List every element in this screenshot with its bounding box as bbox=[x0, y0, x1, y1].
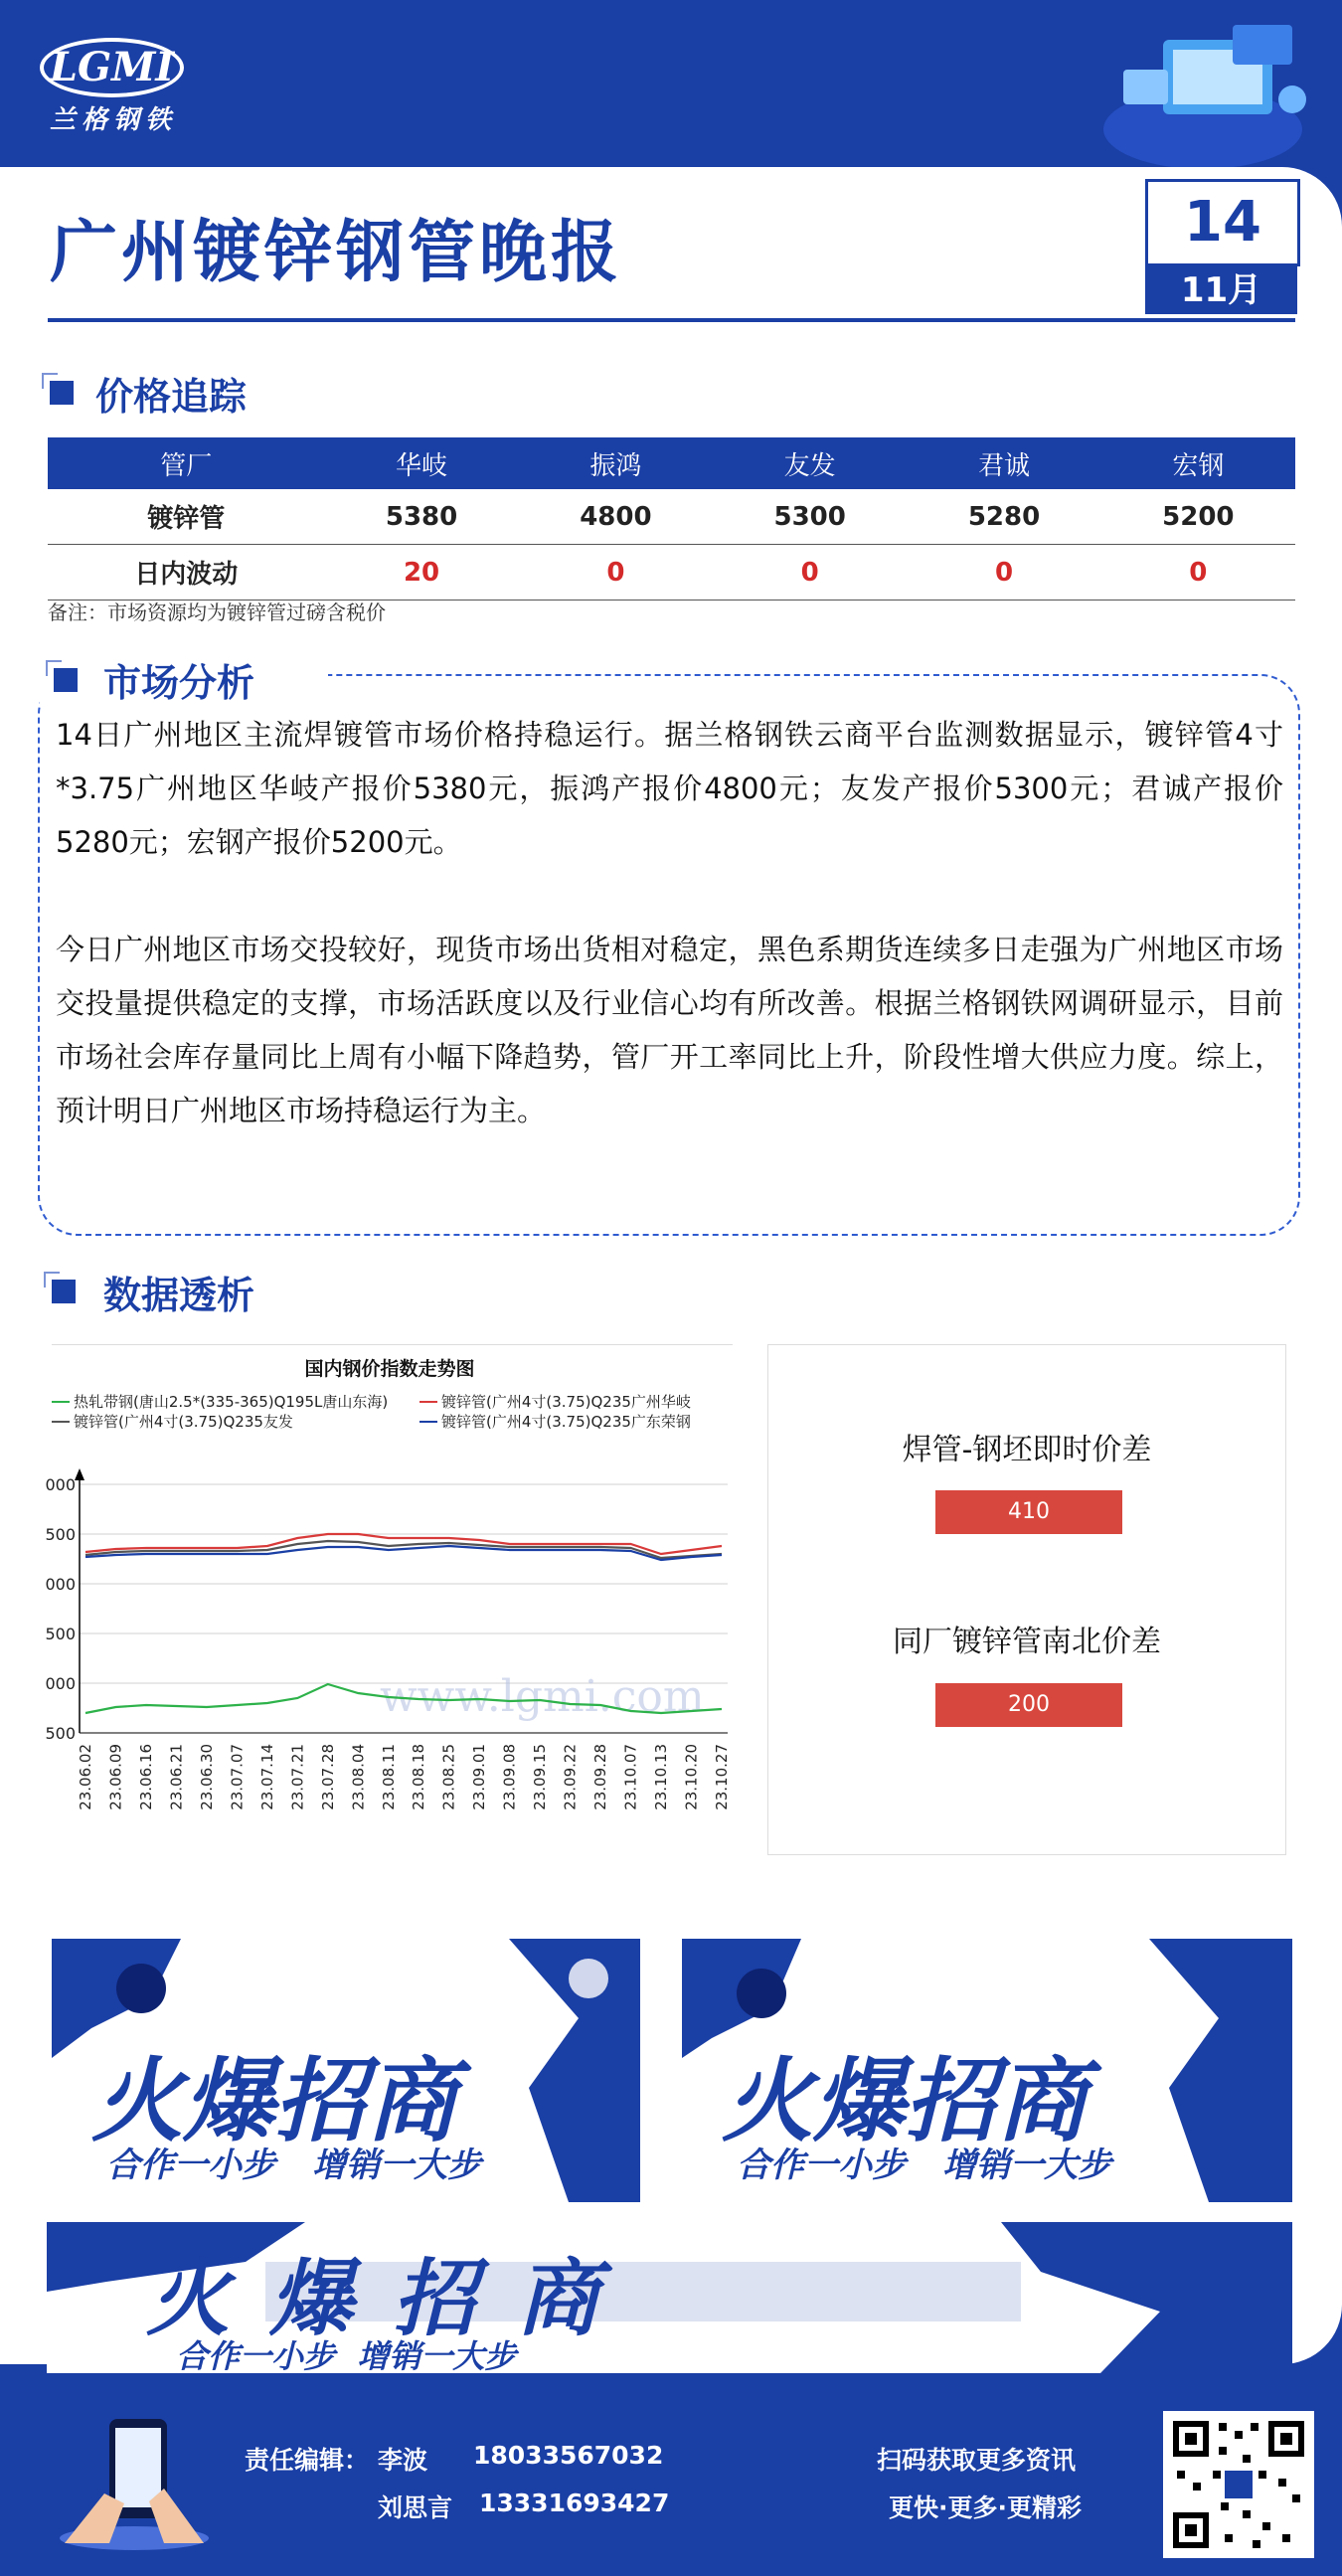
editor-phone: 13331693427 bbox=[479, 2489, 670, 2517]
title-divider bbox=[48, 318, 1295, 322]
x-tick-label: 23.07.07 bbox=[228, 1744, 247, 1810]
editor-name: 李波 bbox=[378, 2446, 428, 2475]
price-note: 备注：市场资源均为镀锌管过磅含税价 bbox=[48, 601, 386, 624]
spread-value-bar: 200 bbox=[935, 1683, 1122, 1727]
phone-in-hands-icon bbox=[55, 2414, 214, 2553]
page-title: 广州镀锌钢管晚报 bbox=[50, 214, 623, 292]
column-header: 友发 bbox=[713, 437, 907, 489]
column-header: 宏钢 bbox=[1101, 437, 1295, 489]
x-tick-label: 23.06.02 bbox=[77, 1744, 94, 1810]
column-header: 振鸿 bbox=[519, 437, 713, 489]
y-tick-label: 500 bbox=[45, 1525, 76, 1544]
column-header: 管厂 bbox=[48, 437, 324, 489]
analysis-paragraph: 14日广州地区主流焊镀管市场价格持稳运行。据兰格钢铁云商平台监测数据显示，镀锌管4寸*3.75广州地区华岐产报价5380元，振鸿产报价4800元；友发产报价5300元；君诚产报价5280元；宏钢产报价5200元。 bbox=[56, 718, 1283, 859]
date-month: 11月 bbox=[1145, 266, 1297, 314]
x-tick-label: 23.08.25 bbox=[439, 1744, 458, 1810]
x-tick-label: 23.07.14 bbox=[257, 1744, 276, 1810]
section-square-icon bbox=[54, 668, 78, 692]
section-square-icon bbox=[50, 381, 74, 405]
chart-watermark: www.lgmi.com bbox=[380, 1671, 705, 1722]
x-tick-label: 23.09.22 bbox=[561, 1744, 580, 1810]
spread-label: 焊管-钢坯即时价差 bbox=[902, 1433, 1152, 1467]
x-tick-label: 23.09.28 bbox=[591, 1744, 610, 1810]
logo-chinese-name: 兰格钢铁 bbox=[50, 105, 178, 135]
price-table-header bbox=[48, 437, 1295, 489]
x-tick-label: 23.10.07 bbox=[621, 1744, 640, 1810]
banner-subline: 增销一大步 bbox=[312, 2146, 481, 2185]
editor-name: 刘思言 bbox=[378, 2493, 453, 2522]
editor-phone: 18033567032 bbox=[473, 2441, 664, 2470]
promo-banner-left[interactable] bbox=[52, 1939, 640, 2202]
logo-oval: LGMI bbox=[40, 38, 184, 97]
spread-value-bar: 410 bbox=[935, 1490, 1122, 1534]
table-row bbox=[48, 489, 1295, 545]
column-header: 君诚 bbox=[907, 437, 1100, 489]
banner-headline: 火爆招商 bbox=[91, 2048, 458, 2154]
price-section-title: 价格追踪 bbox=[95, 375, 248, 419]
x-tick-label: 23.06.16 bbox=[136, 1744, 155, 1810]
analysis-paragraph: 今日广州地区市场交投较好，现货市场出货相对稳定，黑色系期货连续多日走强为广州地区市场交投量提供稳定的支撑，市场活跃度以及行业信心均有所改善。根据兰格钢铁网调研显示，目前市场社会库存量同比上周有小幅下降趋势，管厂开工率同比上升，阶段性增大供应力度。综上，预计明日广州地区市场持稳运行为主。 bbox=[56, 933, 1283, 1127]
banner-subline: 增销一大步 bbox=[942, 2146, 1111, 2185]
qr-code-pattern bbox=[1163, 2411, 1314, 2558]
y-tick-label: 500 bbox=[45, 1724, 76, 1743]
legend-label: 镀锌管(广州4寸(3.75)Q235广州华岐 bbox=[441, 1393, 691, 1411]
table-cell: 0 bbox=[1101, 545, 1295, 601]
y-axis-arrow bbox=[75, 1468, 84, 1480]
tech-decoration-illustration bbox=[1093, 10, 1327, 179]
table-cell: 0 bbox=[907, 545, 1100, 601]
table-cell: 日内波动 bbox=[48, 545, 324, 601]
x-tick-label: 23.09.01 bbox=[470, 1744, 489, 1810]
banner-subline: 合作一小步 bbox=[737, 2146, 906, 2185]
qr-caption: 扫码获取更多资讯 bbox=[877, 2446, 1077, 2475]
qr-slogan: 更快·更多·更精彩 bbox=[889, 2493, 1082, 2522]
spread-label: 同厂镀锌管南北价差 bbox=[893, 1625, 1161, 1659]
x-tick-label: 23.09.08 bbox=[500, 1744, 519, 1810]
editor-label: 责任编辑： bbox=[245, 2446, 370, 2475]
table-cell: 5380 bbox=[324, 489, 518, 545]
legend-label: 热轧带钢(唐山2.5*(335-365)Q195L唐山东海) bbox=[74, 1393, 389, 1411]
data-section-title: 数据透析 bbox=[103, 1274, 255, 1317]
table-cell: 0 bbox=[713, 545, 907, 601]
table-cell: 5300 bbox=[713, 489, 907, 545]
analysis-section-title: 市场分析 bbox=[103, 661, 255, 705]
x-tick-label: 23.08.04 bbox=[349, 1744, 368, 1810]
x-tick-label: 23.08.11 bbox=[379, 1744, 398, 1810]
table-cell: 4800 bbox=[519, 489, 713, 545]
price-table bbox=[48, 437, 1295, 601]
lgmi-logo bbox=[40, 38, 189, 135]
banner-headline: 火爆招商 bbox=[722, 2048, 1089, 2154]
x-tick-label: 23.06.21 bbox=[167, 1744, 186, 1810]
y-tick-label: 000 bbox=[45, 1674, 76, 1693]
table-cell: 镀锌管 bbox=[48, 489, 324, 545]
date-day: 14 bbox=[1145, 179, 1300, 266]
y-tick-label: 000 bbox=[45, 1475, 76, 1494]
banner-headline: 火爆招商 bbox=[146, 2250, 640, 2347]
banner-subline: 合作一小步 bbox=[106, 2146, 275, 2185]
chart-title: 国内钢价指数走势图 bbox=[304, 1358, 475, 1380]
chart-legend bbox=[52, 1393, 691, 1431]
x-tick-label: 23.06.09 bbox=[106, 1744, 125, 1810]
steel-price-index-chart bbox=[45, 1344, 733, 1860]
table-cell: 5280 bbox=[907, 489, 1100, 545]
chart-svg bbox=[45, 1345, 733, 1860]
x-tick-label: 23.10.20 bbox=[682, 1744, 701, 1810]
y-tick-label: 000 bbox=[45, 1575, 76, 1594]
legend-label: 镀锌管(广州4寸(3.75)Q235广东荣钢 bbox=[441, 1413, 691, 1431]
table-cell: 20 bbox=[324, 545, 518, 601]
x-tick-label: 23.08.18 bbox=[410, 1744, 428, 1810]
chart-plot-area bbox=[45, 1468, 731, 1810]
qr-code[interactable] bbox=[1163, 2411, 1314, 2558]
section-square-icon bbox=[52, 1280, 76, 1303]
table-cell: 5200 bbox=[1101, 489, 1295, 545]
column-header: 华岐 bbox=[324, 437, 518, 489]
x-tick-label: 23.10.27 bbox=[713, 1744, 731, 1810]
y-tick-label: 500 bbox=[45, 1625, 76, 1643]
x-tick-label: 23.09.15 bbox=[531, 1744, 550, 1810]
x-tick-label: 23.10.13 bbox=[652, 1744, 671, 1810]
x-tick-label: 23.06.30 bbox=[197, 1744, 216, 1810]
banner-subline: 合作一小步 增销一大步 bbox=[176, 2337, 517, 2375]
x-tick-label: 23.07.21 bbox=[288, 1744, 307, 1810]
legend-label: 镀锌管(广州4寸(3.75)Q235友发 bbox=[74, 1413, 293, 1431]
table-row bbox=[48, 545, 1295, 601]
promo-banner-wide[interactable] bbox=[47, 2222, 1292, 2373]
promo-banner-right[interactable] bbox=[682, 1939, 1292, 2202]
table-cell: 0 bbox=[519, 545, 713, 601]
x-tick-label: 23.07.28 bbox=[318, 1744, 337, 1810]
spread-panel bbox=[767, 1344, 1286, 1855]
